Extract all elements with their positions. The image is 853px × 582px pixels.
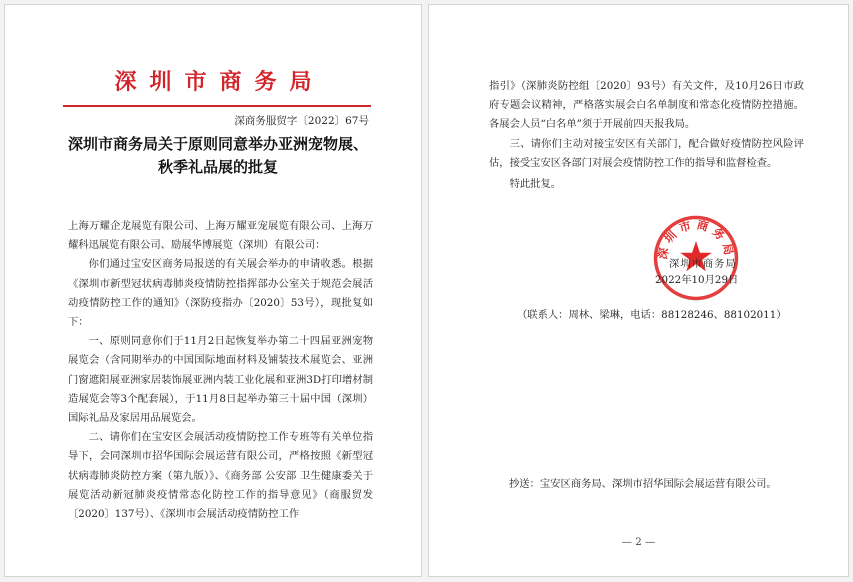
carbon-copy-line: 抄送：宝安区商务局、深圳市招华国际会展运营有限公司。 [509, 478, 777, 490]
seal-text: 深圳市商务局 [655, 217, 737, 261]
body-paragraph-4: 三、请你们主动对接宝安区有关部门，配合做好疫情防控风险评估，接受宝安区各部门对展会疫情防控工作的指导和监督检查。 [489, 137, 804, 169]
document-page-left [4, 4, 422, 577]
contact-info: （联系人：周林、梁琳，电话：88128246、88102011） [517, 309, 787, 321]
document-number: 深商务服贸字〔2022〕67号 [234, 115, 369, 127]
body-paragraph-3-continued: 指引》（深肺炎防控组〔2020〕93号）有关文件，及10月26日市政府专题会议精神，严格落实展会白名单制度和常态化疫情防控措施。各展会人员“白名单”须于开展前四天报我局。 [489, 80, 804, 131]
letterhead-red-rule [63, 105, 371, 107]
signature-organization: 深圳市商务局 [669, 258, 737, 270]
body-paragraph-3: 二、请你们在宝安区会展活动疫情防控工作专班等有关单位指导下，会同深圳市招华国际会展运营有限公司，严格按照《新型冠状病毒肺炎防控方案（第九版）》、《商务部 公安部 卫生健康委关于展览活动新冠肺炎疫情常态化防控工作的指导意见》（商服贸发〔2020〕137号）、《深圳市会展活动疫情防控工作 [68, 431, 373, 521]
document-title-line-1: 深圳市商务局关于原则同意举办亚洲宠物展、 [67, 135, 368, 153]
document-title [61, 133, 375, 179]
body-paragraph-2: 一、原则同意你们于11月2日起恢复举办第二十四届亚洲宠物展览会（含同期举办的中国国际地面材料及铺装技术展览会、亚洲门窗遮阳展亚洲家居装饰展亚洲内装工业化展和亚洲3D打印增材制造展览会等3个配套展），于11月8日起举办第三十届中国（深圳）国际礼品及家居用品展览会。 [68, 335, 373, 425]
closing-text: 特此批复。 [509, 178, 562, 191]
letterhead-title: 深圳市商务局 [114, 69, 325, 95]
document-page-right [428, 4, 849, 577]
recipients-paragraph: 上海万耀企龙展览有限公司、上海万耀亚宠展览有限公司、上海万耀科迅展览有限公司、励展华博展览（深圳）有限公司： [68, 220, 373, 252]
document-title-line-2: 秋季礼品展的批复 [157, 158, 278, 176]
signature-date: 2022年10月29日 [655, 274, 739, 286]
page-number: — 2 — [621, 536, 656, 548]
left-body-text [68, 217, 373, 524]
body-paragraph-1: 你们通过宝安区商务局报送的有关展会举办的申请收悉。根据《深圳市新型冠状病毒肺炎疫情防控指挥部办公室关于规范会展活动疫情防控工作的通知》（深防疫指办〔2020〕53号），现批复如下： [68, 258, 373, 329]
right-body-text [489, 77, 804, 194]
